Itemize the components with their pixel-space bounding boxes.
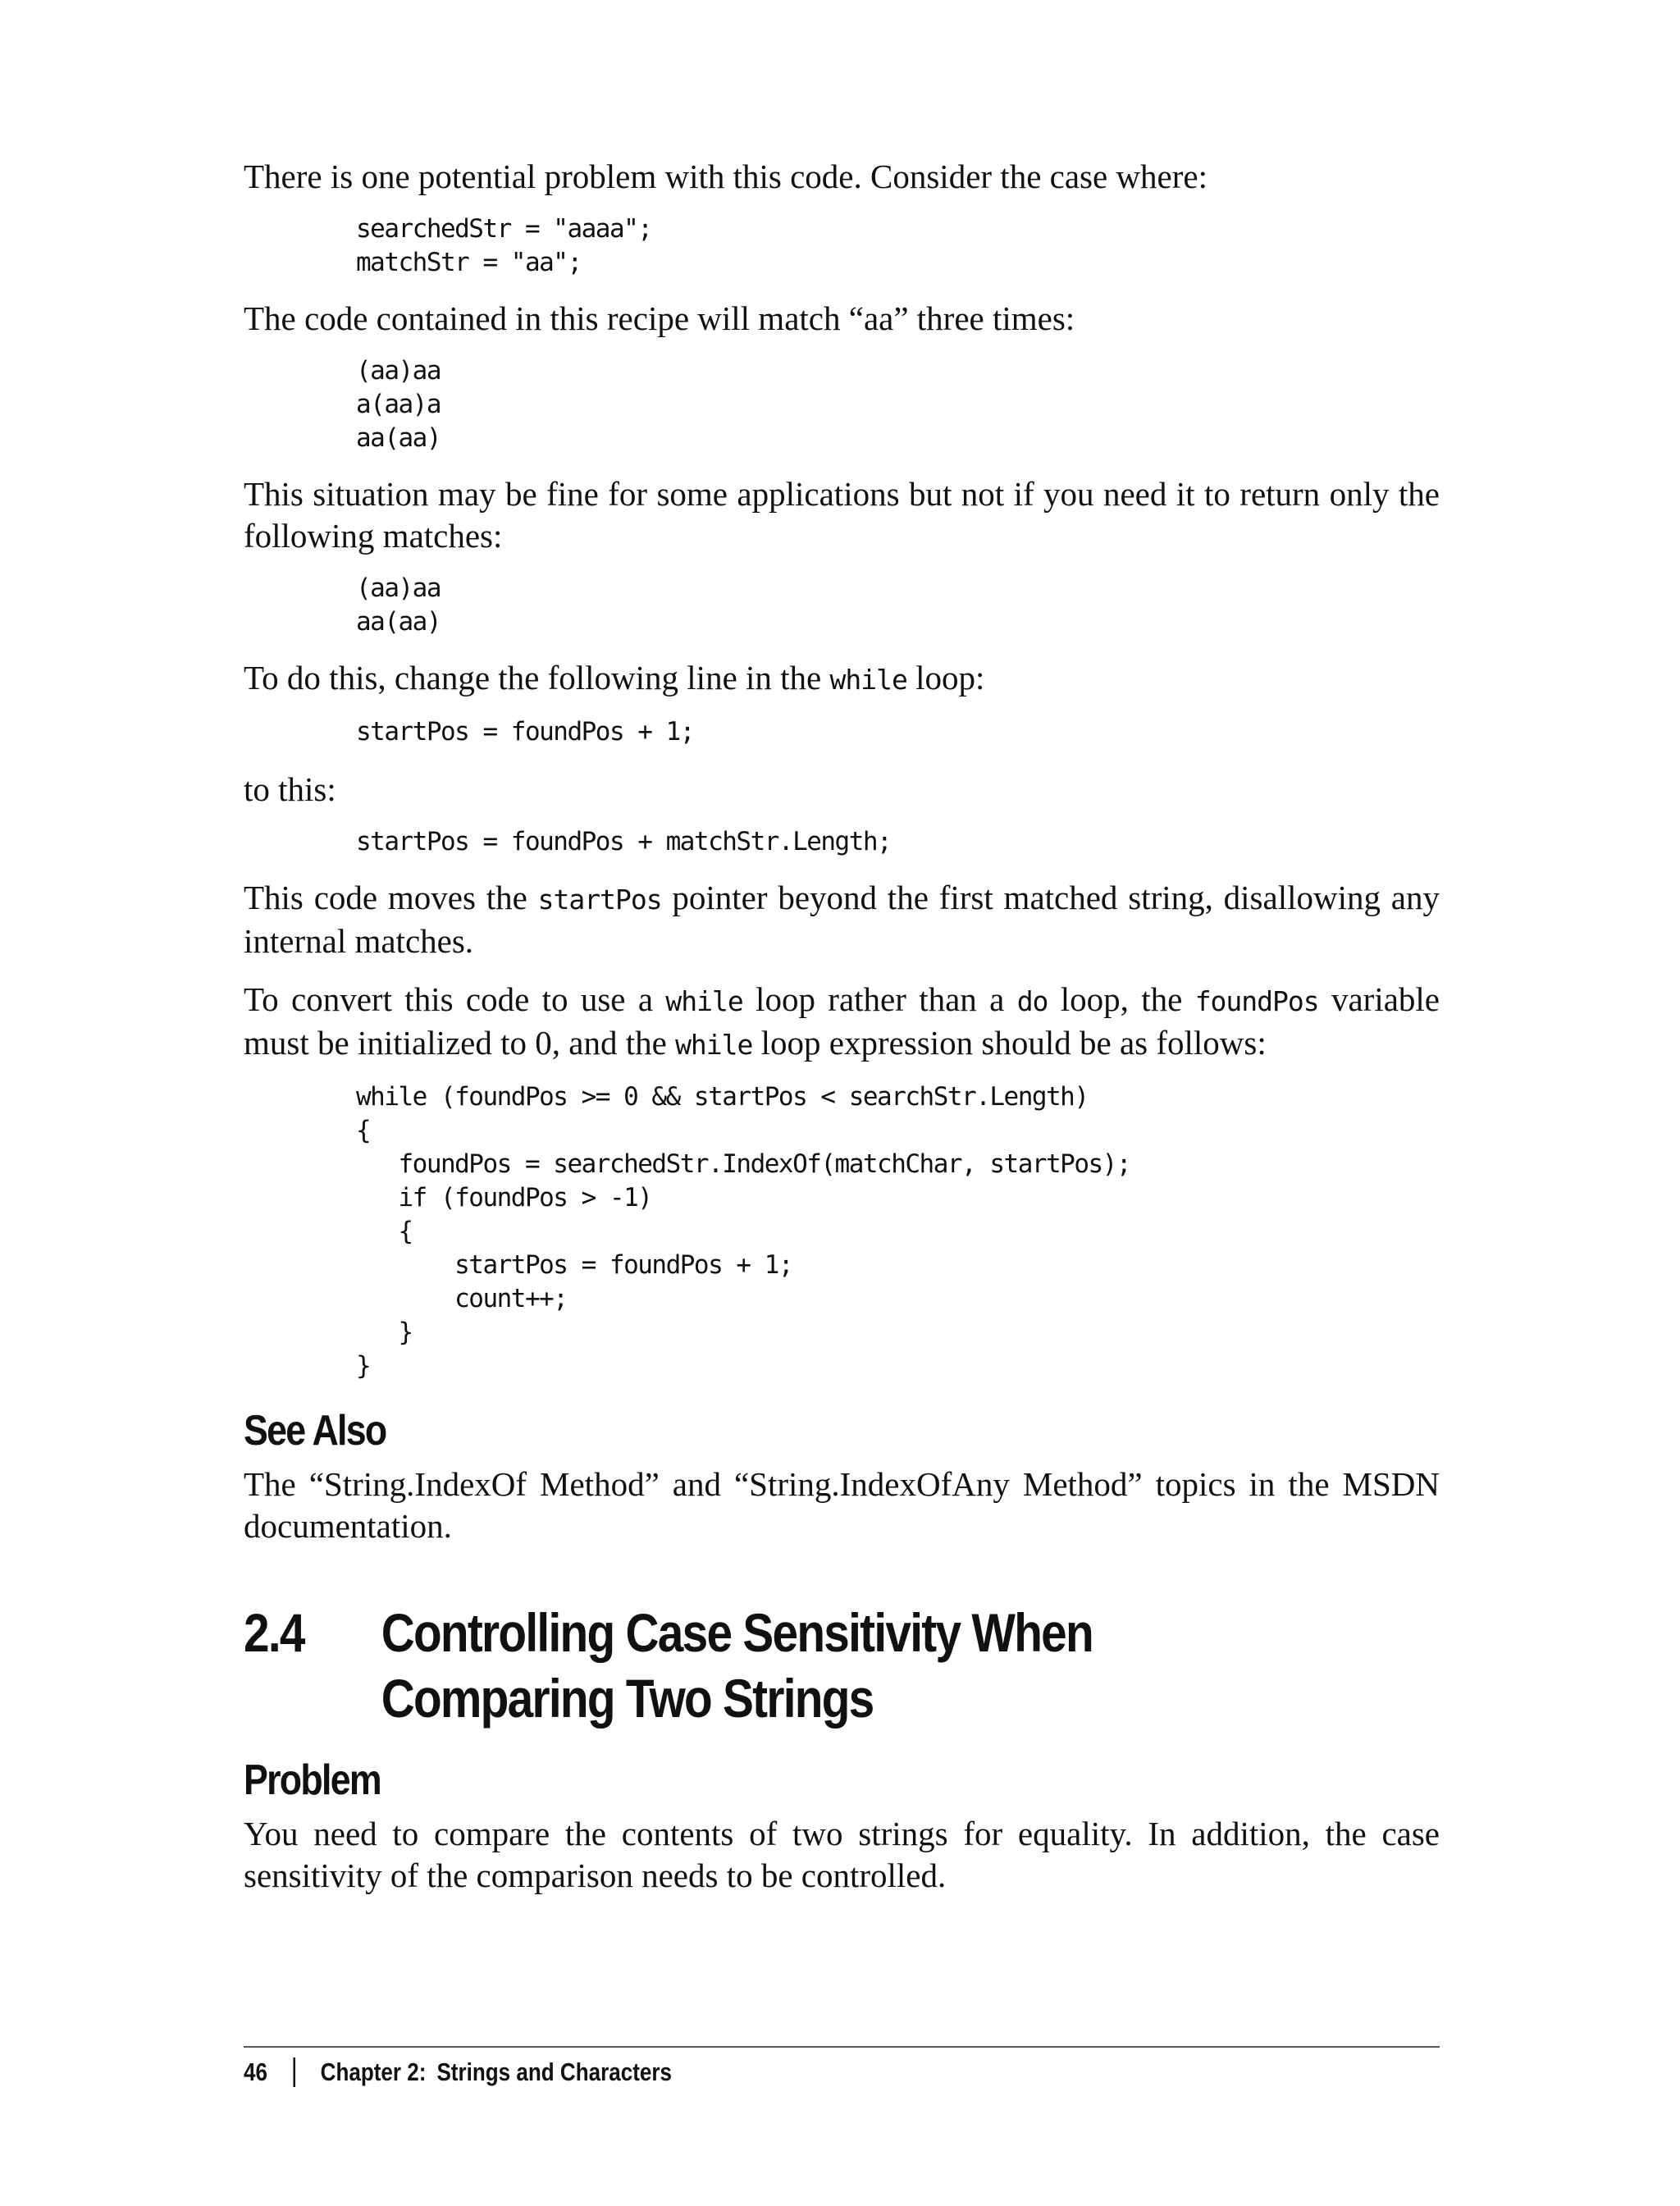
text-run: loop: bbox=[906, 659, 985, 697]
text-run: To do this, change the following line in the bbox=[244, 659, 830, 697]
code-line: } bbox=[356, 1351, 371, 1381]
paragraph-change-line bbox=[244, 657, 1440, 701]
code-line: { bbox=[356, 1116, 371, 1145]
page-number: 46 bbox=[244, 2058, 267, 2086]
paragraph-situation: This situation may be fine for some applications but not if you need it to return only the following matches: bbox=[244, 475, 1440, 555]
paragraph-moves-pointer bbox=[244, 877, 1440, 962]
section-heading bbox=[244, 1600, 1272, 1731]
code-line: aa(aa) bbox=[356, 423, 441, 453]
inline-code: while bbox=[665, 985, 743, 1017]
text-run: loop expression should be as follows: bbox=[752, 1024, 1267, 1062]
inline-code: foundPos bbox=[1194, 985, 1319, 1017]
code-line-replacement: startPos = foundPos + matchStr.Length; bbox=[356, 827, 892, 856]
text-run: loop, the bbox=[1048, 980, 1195, 1018]
paragraph-convert-loop bbox=[244, 979, 1440, 1066]
code-line: while (foundPos >= 0 && startPos < searchStr.Length) bbox=[356, 1082, 1089, 1112]
code-line: count++; bbox=[356, 1284, 568, 1313]
code-block-while-loop bbox=[244, 1080, 1440, 1383]
code-block-two-matches bbox=[244, 572, 1440, 639]
code-line-original: startPos = foundPos + 1; bbox=[356, 717, 694, 747]
problem-heading: Problem bbox=[244, 1756, 381, 1804]
code-line: } bbox=[356, 1318, 413, 1347]
code-line: aa(aa) bbox=[356, 607, 441, 637]
problem-text: You need to compare the contents of two strings for equality. In addition, the case sensitivity of the comparison needs to be controlled. bbox=[244, 1815, 1440, 1894]
footer-separator bbox=[294, 2058, 296, 2087]
code-line: a(aa)a bbox=[356, 390, 441, 419]
code-line: searchedStr = "aaaa"; bbox=[356, 214, 652, 244]
code-line: if (foundPos > -1) bbox=[356, 1183, 652, 1213]
inline-code: do bbox=[1016, 985, 1048, 1017]
paragraph-to-this: to this: bbox=[244, 770, 336, 808]
paragraph-match-three-times: The code contained in this recipe will match “aa” three times: bbox=[244, 299, 1075, 337]
see-also-heading: See Also bbox=[244, 1407, 386, 1455]
page-content bbox=[244, 156, 1440, 1897]
code-line: startPos = foundPos + 1; bbox=[356, 1250, 793, 1280]
inline-code: while bbox=[829, 664, 907, 696]
chapter-title: Chapter 2: Strings and Characters bbox=[320, 2058, 672, 2086]
text-run: pointer beyond the first matched string, disallowing any internal matches. bbox=[244, 879, 1440, 960]
section-number: 2.4 bbox=[244, 1602, 304, 1663]
code-block-case bbox=[244, 212, 1440, 280]
text-run: To convert this code to use a bbox=[244, 980, 666, 1018]
code-line: matchStr = "aa"; bbox=[356, 248, 582, 277]
code-line: (aa)aa bbox=[356, 356, 441, 386]
code-line: foundPos = searchedStr.IndexOf(matchChar, startPos); bbox=[356, 1149, 1130, 1179]
inline-code: startPos bbox=[537, 884, 662, 916]
code-block-three-matches bbox=[244, 354, 1440, 455]
footer-rule bbox=[244, 2046, 1440, 2048]
page-footer bbox=[244, 2058, 672, 2087]
text-run: This code moves the bbox=[244, 879, 538, 916]
paragraph-potential-problem: There is one potential problem with this code. Consider the case where: bbox=[244, 158, 1208, 195]
text-run: loop rather than a bbox=[742, 980, 1017, 1018]
code-line: (aa)aa bbox=[356, 573, 441, 603]
see-also-text: The “String.IndexOf Method” and “String.IndexOfAny Method” topics in the MSDN documentation. bbox=[244, 1465, 1440, 1545]
section-title: Controlling Case Sensitivity When Comparing Two Strings bbox=[381, 1602, 1093, 1729]
text-run: variable must be initialized to 0, and the bbox=[244, 980, 1440, 1062]
inline-code: while bbox=[675, 1029, 753, 1061]
code-line: { bbox=[356, 1217, 413, 1246]
